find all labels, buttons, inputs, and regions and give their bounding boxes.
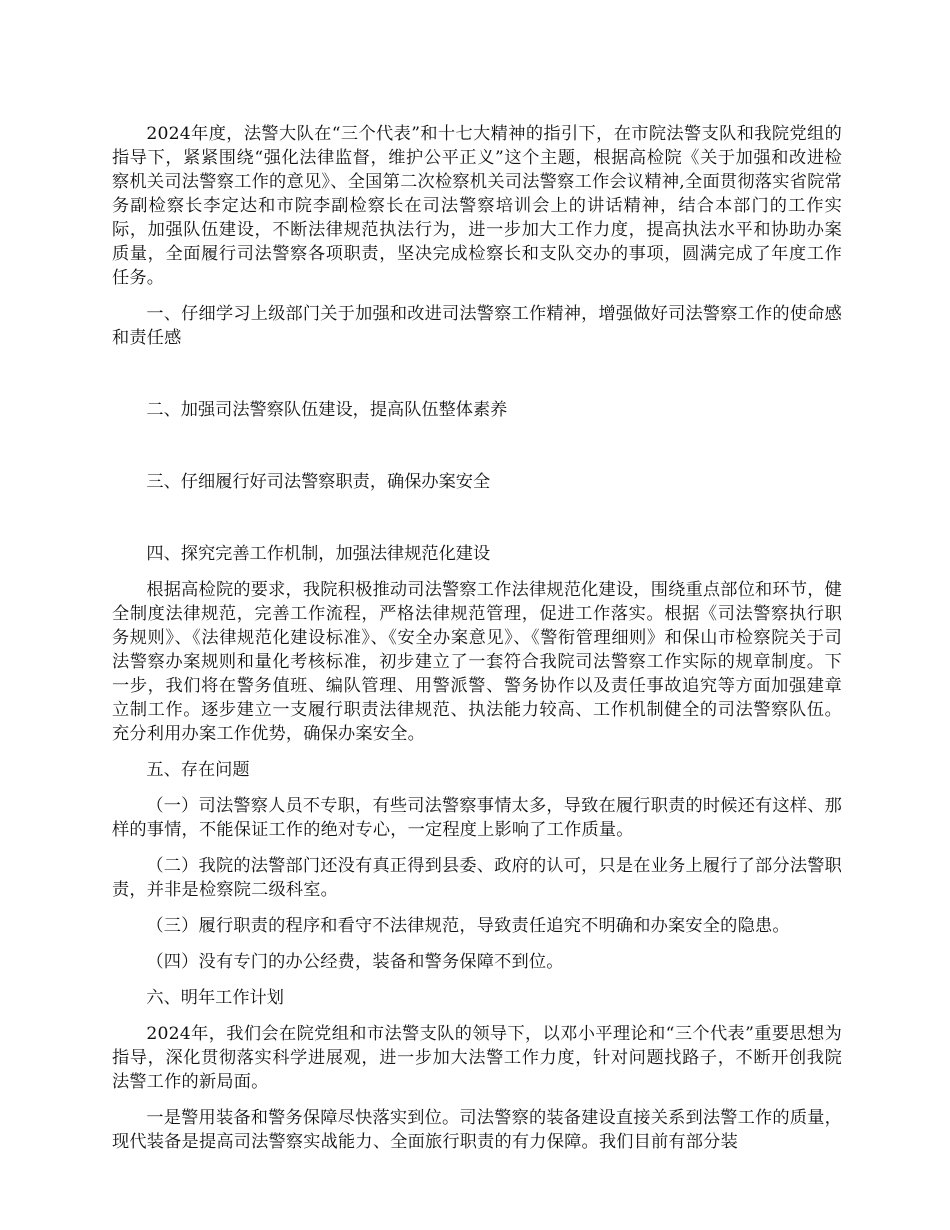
document-page — [112, 122, 842, 1166]
issue-1: （一）司法警察人员不专职，有些司法警察事情太多，导致在履行职责的时候还有这样、那样的事情，不能保证工作的绝对专心，一定程度上影响了工作质量。 — [112, 796, 842, 840]
section-heading-1: 一、仔细学习上级部门关于加强和改进司法警察工作精神，增强做好司法警察工作的使命感和责任感 — [112, 304, 842, 348]
section-heading-2: 二、加强司法警察队伍建设，提高队伍整体素养 — [146, 400, 508, 420]
section-heading-6: 六、明年工作计划 — [146, 988, 284, 1008]
issue-3: （三）履行职责的程序和看守不法律规范，导致责任追究不明确和办案安全的隐患。 — [146, 916, 790, 936]
issue-2: （二）我院的法警部门还没有真正得到县委、政府的认可，只是在业务上履行了部分法警职责，并非是检察院二级科室。 — [112, 856, 842, 900]
section-4-paragraph: 根据高检院的要求，我院积极推动司法警察工作法律规范化建设，围绕重点部位和环节，健全制度法律规范，完善工作流程，严格法律规范管理，促进工作落实。根据《司法警察执行职务规则》、《法律规范化建设标准》、《安全办案意见》、《警衔管理细则》和保山市检察院关于司法警察办案规则和量化考核标准，初步建立了一套符合我院司法警察工作实际的规章制度。下一步，我们将在警务值班、编队管理、用警派警、警务协作以及责任事故追究等方面加强建章立制工作。逐步建立一支履行职责法律规范、执法能力较高、工作机制健全的司法警察队伍。充分利用办案工作优势，确保办案安全。 — [112, 580, 842, 744]
section-heading-5: 五、存在问题 — [146, 760, 250, 780]
section-heading-4: 四、探究完善工作机制，加强法律规范化建设 — [146, 544, 491, 564]
plan-item-1: 一是警用装备和警务保障尽快落实到位。司法警察的装备建设直接关系到法警工作的质量，现代装备是提高司法警察实战能力、全面旅行职责的有力保障。我们目前有部分装 — [112, 1108, 842, 1152]
intro-paragraph: 2024年度，法警大队在“三个代表”和十七大精神的指引下，在市院法警支队和我院党组的指导下，紧紧围绕“强化法律监督，维护公平正义”这个主题，根据高检院《关于加强和改进检察机关司法警察工作的意见》、全国第二次检察机关司法警察工作会议精神,全面贯彻落实省院常务副检察长李定达和市院李副检察长在司法警察培训会上的讲话精神，结合本部门的工作实际，加强队伍建设，不断法律规范执法行为，进一步加大工作力度，提高执法水平和协助办案质量，全面履行司法警察各项职责，坚决完成检察长和支队交办的事项，圆满完成了年度工作任务。 — [112, 124, 842, 288]
plan-intro: 2024年，我们会在院党组和市法警支队的领导下，以邓小平理论和“三个代表”重要思想为指导，深化贯彻落实科学进展观，进一步加大法警工作力度，针对问题找路子，不断开创我院法警工作的新局面。 — [112, 1024, 842, 1092]
issue-4: （四）没有专门的办公经费，装备和警务保障不到位。 — [146, 952, 564, 972]
section-heading-3: 三、仔细履行好司法警察职责，确保办案安全 — [146, 472, 491, 492]
